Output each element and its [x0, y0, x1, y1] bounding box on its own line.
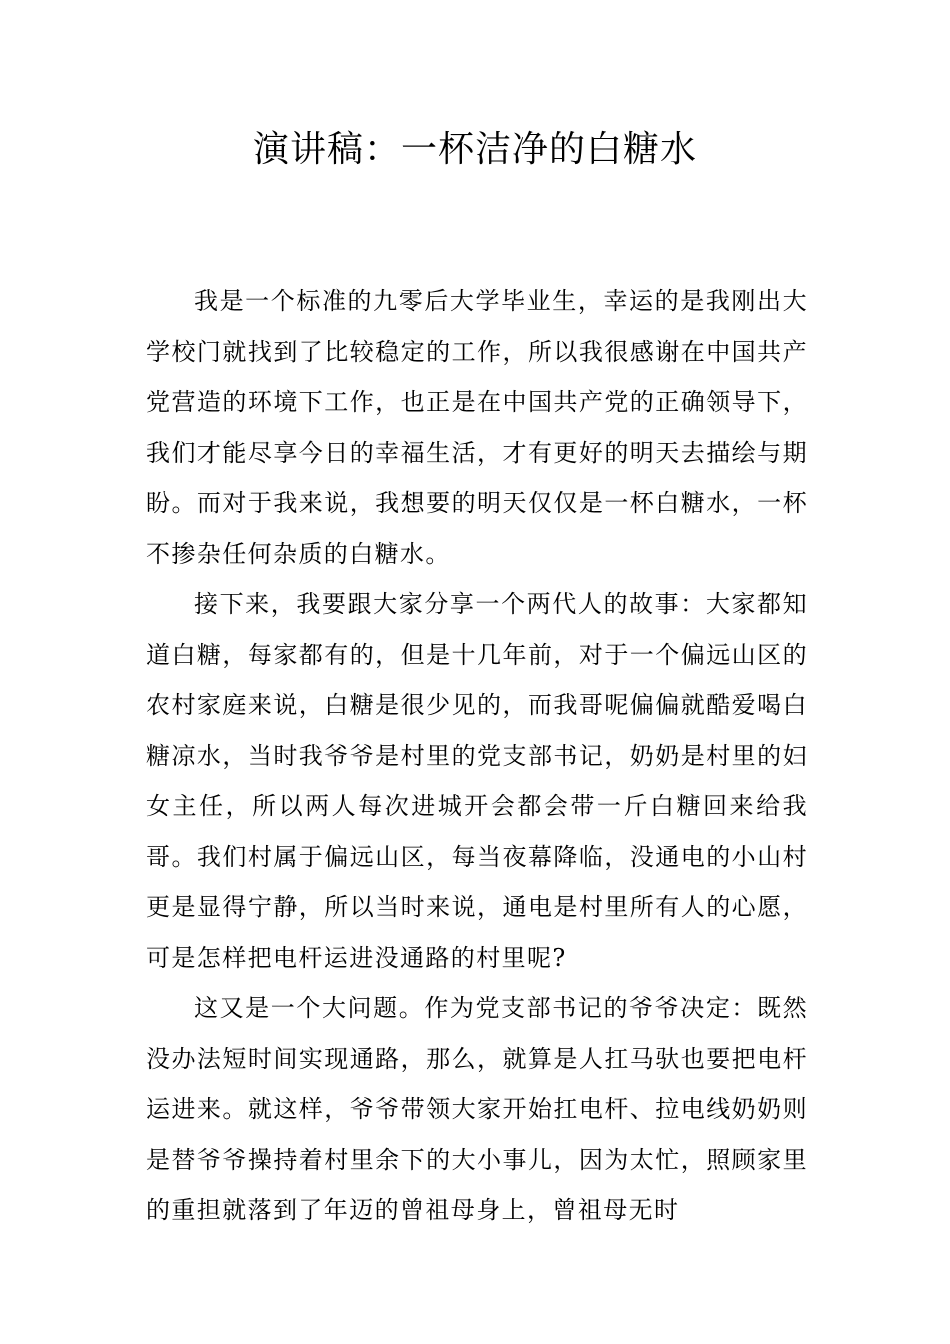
document-body — [146, 276, 808, 1236]
paragraph-2: 接下来，我要跟大家分享一个两代人的故事：大家都知道白糖，每家都有的，但是十几年前，对于一个偏远山区的农村家庭来说，白糖是很少见的，而我哥呢偏偏就酷爱喝白糖凉水，当时我爷爷是村里的党支部书记，奶奶是村里的妇女主任，所以两人每次进城开会都会带一斤白糖回来给我哥。我们村属于偏远山区，每当夜幕降临，没通电的小山村更是显得宁静，所以当时来说，通电是村里所有人的心愿，可是怎样把电杆运进没通路的村里呢? — [146, 590, 808, 972]
paragraph-1: 我是一个标准的九零后大学毕业生，幸运的是我刚出大学校门就找到了比较稳定的工作，所以我很感谢在中国共产党营造的环境下工作，也正是在中国共产党的正确领导下，我们才能尽享今日的幸福生活，才有更好的明天去描绘与期盼。而对于我来说，我想要的明天仅仅是一杯白糖水，一杯不掺杂任何杂质的白糖水。 — [146, 287, 808, 568]
document-title: 演讲稿：一杯洁净的白糖水 — [252, 129, 697, 170]
paragraph-3: 这又是一个大问题。作为党支部书记的爷爷决定：既然没办法短时间实现通路，那么，就算是人扛马驮也要把电杆运进来。就这样，爷爷带领大家开始扛电杆、拉电线奶奶则是替爷爷操持着村里余下的大小事儿，因为太忙，照顾家里的重担就落到了年迈的曾祖母身上，曾祖母无时 — [146, 994, 808, 1224]
